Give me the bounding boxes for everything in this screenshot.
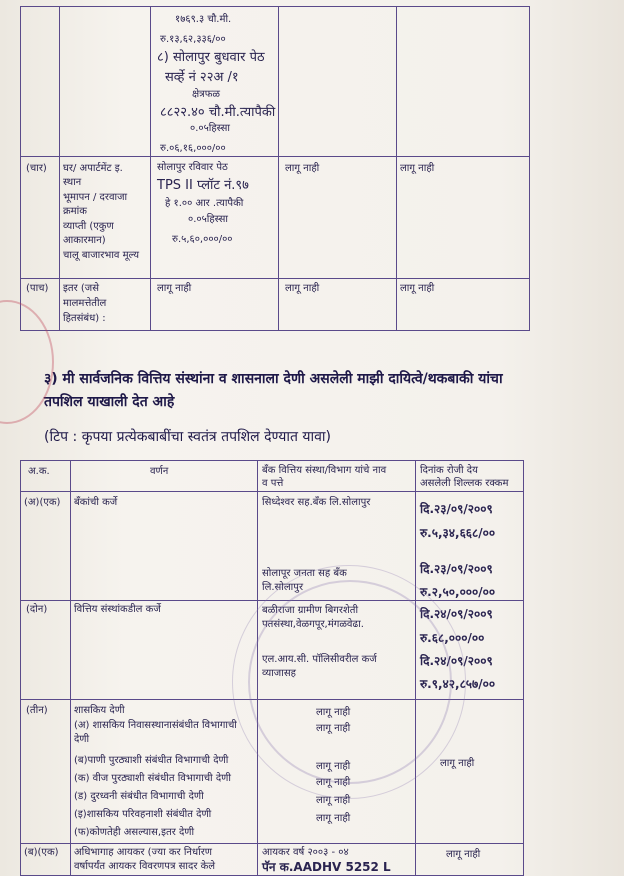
row-teen-bank-line: लागू नाही xyxy=(316,777,351,788)
row4-plot: TPS II प्लॉट नं.९७ xyxy=(157,178,249,193)
row4-col5-value: लागू नाही xyxy=(400,163,435,174)
row5-col4-value: लागू नाही xyxy=(285,283,320,294)
row-a-number: (अ)(एक) xyxy=(24,497,61,508)
section3-note: (टिप : कृपया प्रत्येकबाबींचा स्वतंत्र तपशिल देण्यात यावा) xyxy=(44,429,332,445)
row5-col5-value: लागू नाही xyxy=(400,283,435,294)
prev-row-survey: सर्व्हे नं २२अ /१ xyxy=(165,70,239,85)
liabilities-table-row-divider xyxy=(20,843,524,844)
row4-desc-line: क्रमांक xyxy=(63,206,87,217)
row4-col4-value: लागू नाही xyxy=(285,163,320,174)
section3-heading-cont: तपशिल याखाली देत आहे xyxy=(44,394,175,410)
row-teen-bank-line: लागू नाही xyxy=(316,795,351,806)
row-a-bank2: सोलापूर जनता सह बँक xyxy=(262,568,347,579)
row4-value: रु.५,६०,०००/०० xyxy=(172,234,233,245)
row-teen-bank-line: लागू नाही xyxy=(316,723,351,734)
row5-desc-line: इतर (जसे xyxy=(63,283,99,294)
prev-row-share-value: रु.०६,१६,०००/०० xyxy=(160,143,226,154)
row-a-amt1-value: रु.५,३४,६६८/०० xyxy=(420,526,496,540)
row-teen-desc-line: देणी xyxy=(74,734,90,745)
row4-area: हे १.०० आर .त्यापैकी xyxy=(165,198,244,209)
assets-table-col-divider xyxy=(150,6,151,331)
section3-heading: ३) मी सार्वजनिक वित्तिय संस्थांना व शासनाला देणी असलेली माझी दायित्वे/थकबाकी यांचा xyxy=(44,371,503,387)
header-description: वर्णन xyxy=(150,466,169,477)
assets-table-row-divider xyxy=(20,156,530,157)
row-teen-bank-line: लागू नाही xyxy=(316,761,351,772)
row-do-amt1-value: रु.६८,०००/०० xyxy=(420,631,485,645)
header-amount: दिनांक रोजी देय xyxy=(420,465,478,476)
row5-desc-line: हितसंबंध) : xyxy=(63,313,106,324)
prev-row-area-label: क्षेत्रफळ xyxy=(192,89,220,100)
row4-desc-line: व्याप्ती (एकुण xyxy=(63,221,114,232)
row-last-number: (ब)(एक) xyxy=(24,847,59,858)
row-teen-amount: लागू नाही xyxy=(440,758,475,769)
row-a-amt2-value: रु.२,५०,०००/०० xyxy=(420,585,496,599)
row4-property: सोलापुर रविवार पेठ xyxy=(157,162,228,173)
row-last-pan: पॅन क.AADHV 5252 L xyxy=(262,860,391,874)
assets-table-col-divider xyxy=(278,6,279,331)
row-do-amt2-date: दि.२४/०९/२००९ xyxy=(420,654,493,668)
row-last-desc-line: वर्षापर्यंत आयकर विवरणपत्र सादर केले xyxy=(74,861,216,872)
row4-desc-line: आकारमान) xyxy=(63,235,106,246)
row-do-amt2-value: रु.९,४२,८५७/०० xyxy=(420,677,496,691)
row-teen-desc-line: (ड) दुरध्वनी संबंधीत विभागाची देणी xyxy=(74,791,204,802)
row-a-bank2-line2: लि.सोलापुर xyxy=(262,582,304,593)
row-a-amt2-date: दि.२३/०९/२००९ xyxy=(420,562,493,576)
header-bank-address: व पत्ते xyxy=(262,478,284,489)
row-teen-desc-line: (ब)पाणी पुरठ्याशी संबंधीत विभागाची देणी xyxy=(74,755,229,766)
row-do-desc: वित्तिय संस्थांकडील कर्जे xyxy=(74,604,161,615)
prev-row-share: ०.०५हिस्सा xyxy=(190,123,231,134)
row-a-bank1: सिध्देश्वर सह.बँक लि.सोलापुर xyxy=(262,497,371,508)
row5-col3-value: लागू नाही xyxy=(157,283,192,294)
header-amount-balance: असलेली शिल्लक रक्कम xyxy=(420,478,509,489)
row4-desc-line: स्थान xyxy=(63,177,82,188)
assets-table-col-divider xyxy=(396,6,397,331)
row-last-bank-line: आयकर वर्ष २००३ - ०४ xyxy=(262,847,349,858)
prev-row-area-detail: ८८२२.४० चौ.मी.त्यापैकी xyxy=(160,105,276,120)
row-teen-number: (तीन) xyxy=(26,705,48,716)
row-teen-desc-line: (इ)शासकिय परिवहनाशी संबंधीत देणी xyxy=(74,809,212,820)
notary-seal-outer xyxy=(232,565,466,799)
prev-row-property: ८) सोलापुर बुधवार पेठ xyxy=(157,50,265,65)
row-teen-bank-line: लागू नाही xyxy=(316,813,351,824)
row-do-bank1: बळीराजा ग्रामीण बिगरशेती xyxy=(262,605,359,616)
row4-share: ०.०५हिस्सा xyxy=(188,214,229,225)
row4-desc-line: घर/ अपार्टमेंट इ. xyxy=(63,163,123,174)
header-serial: अ.क. xyxy=(28,466,50,477)
row-teen-bank-line: लागू नाही xyxy=(316,707,351,718)
liabilities-table-row-divider xyxy=(20,491,524,492)
row-do-bank2: एल.आय.सी. पॉलिसीवरील कर्ज xyxy=(262,654,377,665)
row-a-amt1-date: दि.२३/०९/२००९ xyxy=(420,502,493,516)
row-teen-desc-line: (फ)कोणतेही असल्यास,इतर देणी xyxy=(74,827,195,838)
row-a-desc: बँकांची कर्जे xyxy=(74,497,118,508)
row5-number: (पाच) xyxy=(26,283,49,294)
row4-number: (चार) xyxy=(26,163,47,174)
row-do-bank1-line2: पतसंस्था,वेळगपूर,मंगळवेढा. xyxy=(262,619,364,630)
row-last-amount: लागू नाही xyxy=(446,849,481,860)
row-teen-desc-line: (अ) शासकिय निवासस्थानासंबंधीत विभागाची xyxy=(74,720,237,731)
row-do-bank2-line2: व्याजासह xyxy=(262,668,296,679)
prev-row-area: १७६९.३ चौ.मी. xyxy=(175,14,232,25)
row4-desc-line: चालू बाजारभाव मूल्य xyxy=(63,250,140,261)
prev-row-value: रु.१३,६२,३३६/०० xyxy=(160,34,226,45)
row4-desc-line: भूमापन / दरवाजा xyxy=(63,192,128,203)
row-last-desc-line: अधिभागाह आयकर (ज्या कर निर्धारण xyxy=(74,847,213,858)
row5-desc-line: मालमत्तेतील xyxy=(63,298,107,309)
header-bank: बँक वित्तिय संस्था/विभाग यांचे नाव xyxy=(262,465,387,476)
row-do-number: (दोन) xyxy=(26,604,48,615)
row-do-amt1-date: दि.२४/०९/२००९ xyxy=(420,607,493,621)
liabilities-table-col-divider xyxy=(70,460,71,876)
row-teen-desc-line: शासकिय देणी xyxy=(74,705,125,716)
row-teen-desc-line: (क) वीज पुरठ्याशी संबंधीत विभागाची देणी xyxy=(74,773,231,784)
assets-table-row-divider xyxy=(20,278,530,279)
assets-table-col-divider xyxy=(59,6,60,331)
